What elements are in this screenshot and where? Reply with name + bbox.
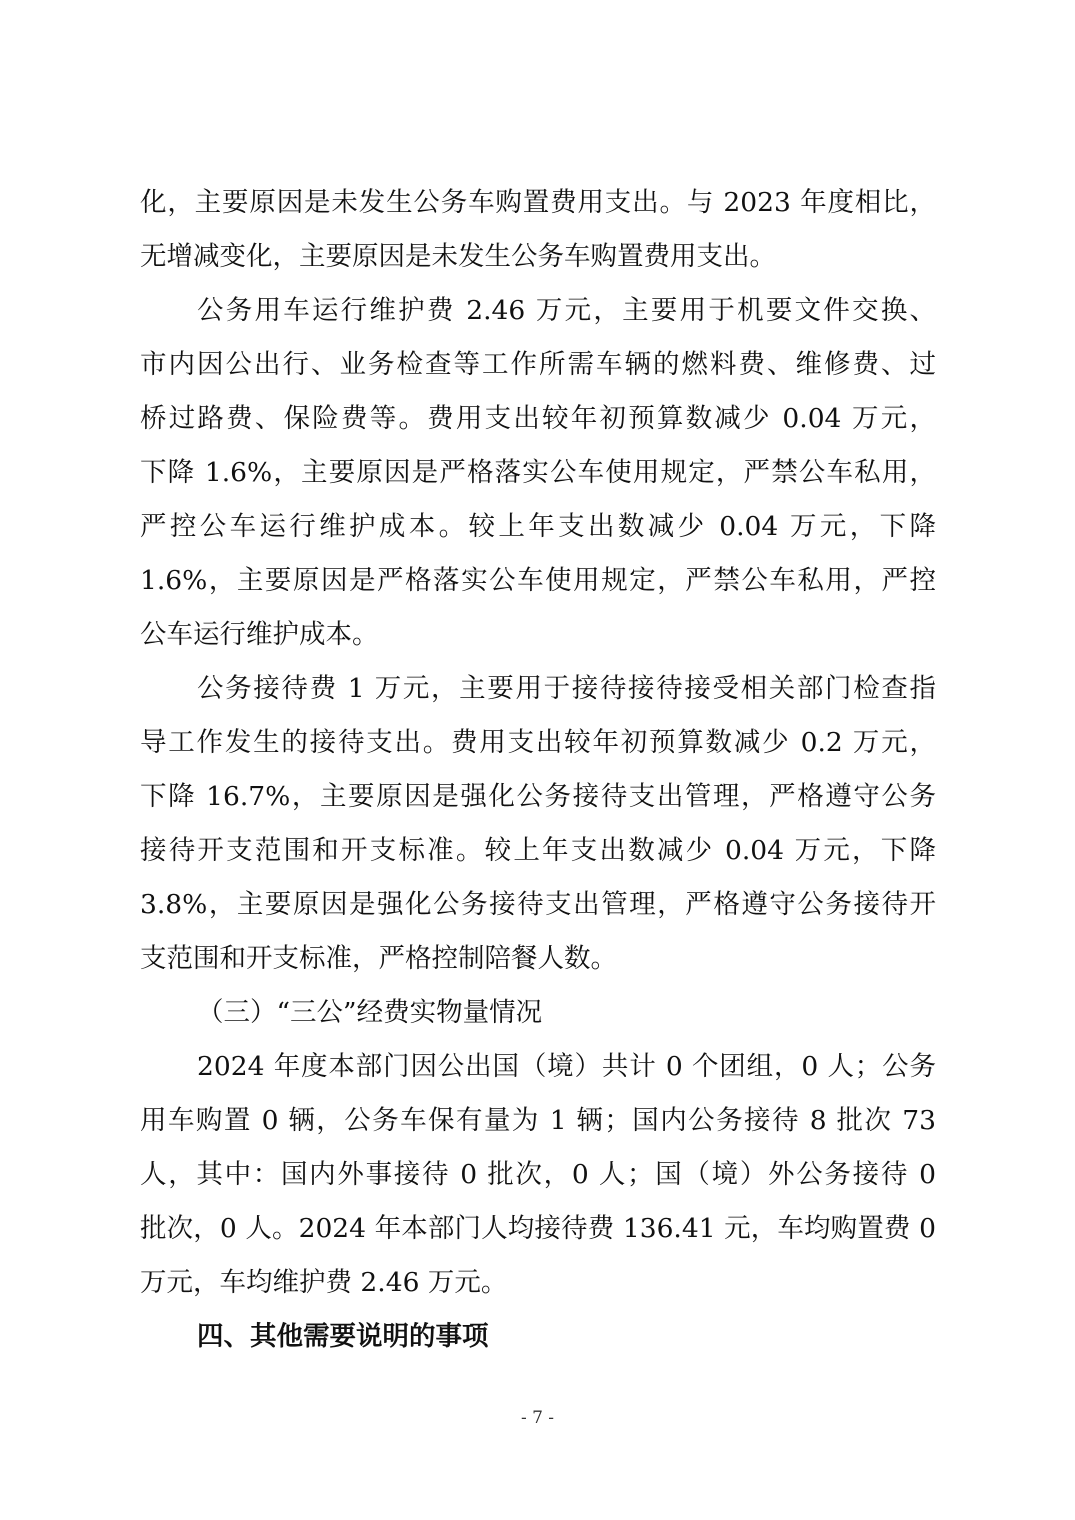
paragraph-line: 2024 年度本部门因公出国（境）共计 0 个团组，0 人；公务	[197, 1051, 936, 1082]
paragraph-line: 公车运行维护成本。	[140, 619, 379, 650]
paragraph-line: 下降 1.6%，主要原因是严格落实公车使用规定，严禁公车私用，	[140, 457, 936, 488]
paragraph-line: 3.8%，主要原因是强化公务接待支出管理，严格遵守公务接待开	[140, 889, 936, 920]
chapter-heading: 四、其他需要说明的事项	[197, 1321, 489, 1352]
paragraph-line: 接待开支范围和开支标准。较上年支出数减少 0.04 万元，下降	[140, 835, 936, 866]
paragraph-line: 下降 16.7%，主要原因是强化公务接待支出管理，严格遵守公务	[140, 781, 936, 812]
paragraph-line: 无增减变化，主要原因是未发生公务车购置费用支出。	[140, 241, 776, 272]
section-heading: （三）“三公”经费实物量情况	[197, 997, 543, 1028]
paragraph-line: 桥过路费、保险费等。费用支出较年初预算数减少 0.04 万元，	[140, 403, 936, 434]
paragraph-line: 支范围和开支标准，严格控制陪餐人数。	[140, 943, 617, 974]
paragraph-line: 市内因公出行、业务检查等工作所需车辆的燃料费、维修费、过	[140, 349, 936, 380]
paragraph-line: 1.6%，主要原因是严格落实公车使用规定，严禁公车私用，严控	[140, 565, 936, 596]
paragraph-line: 严控公车运行维护成本。较上年支出数减少 0.04 万元，下降	[140, 511, 936, 542]
paragraph-line: 用车购置 0 辆，公务车保有量为 1 辆；国内公务接待 8 批次 73	[140, 1105, 936, 1136]
paragraph-line: 人，其中：国内外事接待 0 批次，0 人；国（境）外公务接待 0	[140, 1159, 936, 1190]
paragraph-line: 批次，0 人。2024 年本部门人均接待费 136.41 元，车均购置费 0	[140, 1213, 936, 1244]
paragraph-line: 公务接待费 1 万元，主要用于接待接待接受相关部门检查指	[197, 673, 936, 704]
paragraph-line: 公务用车运行维护费 2.46 万元，主要用于机要文件交换、	[197, 295, 936, 326]
paragraph-line: 化，主要原因是未发生公务车购置费用支出。与 2023 年度相比，	[140, 187, 936, 218]
paragraph-line: 导工作发生的接待支出。费用支出较年初预算数减少 0.2 万元，	[140, 727, 936, 758]
page-number: - 7 -	[520, 1408, 555, 1428]
paragraph-line: 万元，车均维护费 2.46 万元。	[140, 1267, 508, 1298]
